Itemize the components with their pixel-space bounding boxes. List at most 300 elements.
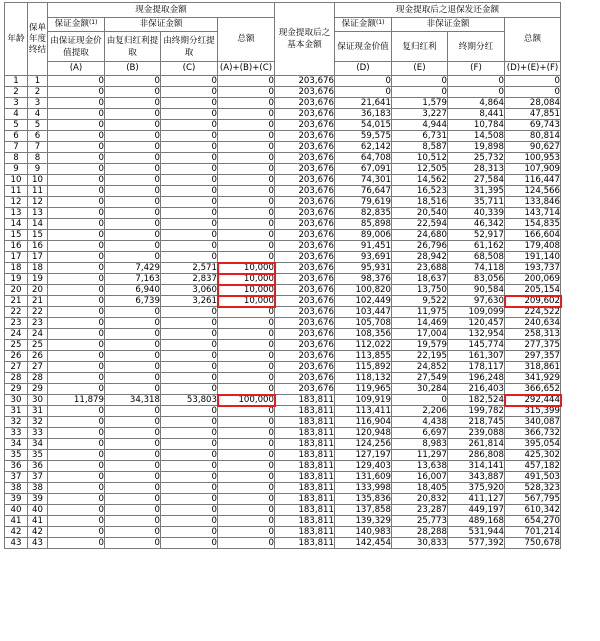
cell-guaranteed-cash-value: 21,641 [335, 98, 392, 109]
cell-policy-year: 3 [28, 98, 48, 109]
cell-reversionary-bonus-withdrawal: 0 [105, 109, 161, 120]
label-d: (D) [335, 62, 392, 76]
cell-total-withdrawal: 0 [218, 197, 275, 208]
cell-age: 40 [5, 505, 28, 516]
table-row [5, 450, 561, 461]
cell-basic-amount: 203,676 [275, 263, 335, 274]
cell-age: 16 [5, 241, 28, 252]
cell-policy-year: 23 [28, 318, 48, 329]
cell-total-surrender-value: 200,069 [505, 274, 561, 285]
label-f: (F) [448, 62, 505, 76]
cell-total-surrender-value: 205,154 [505, 285, 561, 296]
cell-reversionary-bonus-withdrawal: 0 [105, 131, 161, 142]
cell-total-withdrawal: 0 [218, 109, 275, 120]
cell-reversionary-bonus: 13,750 [392, 285, 448, 296]
cell-policy-year: 6 [28, 131, 48, 142]
cell-total-surrender-value: 366,652 [505, 384, 561, 395]
cell-terminal-dividend-withdrawal: 0 [161, 362, 218, 373]
cell-terminal-dividend-withdrawal: 3,261 [161, 296, 218, 307]
cell-policy-year: 12 [28, 197, 48, 208]
cell-reversionary-bonus-withdrawal: 0 [105, 98, 161, 109]
cell-total-surrender-value: 0 [505, 76, 561, 87]
cell-reversionary-bonus-withdrawal: 7,429 [105, 263, 161, 274]
cell-total-surrender-value: 528,323 [505, 483, 561, 494]
cell-total-withdrawal: 0 [218, 417, 275, 428]
cell-terminal-dividend-withdrawal: 0 [161, 483, 218, 494]
cell-basic-amount: 203,676 [275, 340, 335, 351]
cell-reversionary-bonus-withdrawal: 0 [105, 472, 161, 483]
cell-policy-year: 30 [28, 395, 48, 406]
footnote-marker: (1) [88, 19, 98, 27]
cell-terminal-dividend: 178,117 [448, 362, 505, 373]
table-row [5, 153, 561, 164]
table-row [5, 241, 561, 252]
cell-guaranteed-cash-value-withdrawal: 0 [48, 318, 105, 329]
cell-terminal-dividend-withdrawal: 0 [161, 417, 218, 428]
cell-guaranteed-cash-value-withdrawal: 0 [48, 505, 105, 516]
cell-age: 18 [5, 263, 28, 274]
cell-policy-year: 26 [28, 351, 48, 362]
cell-terminal-dividend-withdrawal: 0 [161, 164, 218, 175]
cell-terminal-dividend-withdrawal: 0 [161, 252, 218, 263]
cell-terminal-dividend: 375,920 [448, 483, 505, 494]
cell-policy-year: 25 [28, 340, 48, 351]
cell-terminal-dividend: 182,524 [448, 395, 505, 406]
cell-reversionary-bonus: 23,688 [392, 263, 448, 274]
cell-total-surrender-value: 425,302 [505, 450, 561, 461]
table-row [5, 307, 561, 318]
cell-guaranteed-cash-value: 89,006 [335, 230, 392, 241]
cell-total-surrender-value: 240,634 [505, 318, 561, 329]
cell-total-surrender-value: 90,627 [505, 142, 561, 153]
cell-policy-year: 8 [28, 153, 48, 164]
table-row [5, 98, 561, 109]
cell-policy-year: 38 [28, 483, 48, 494]
cell-total-withdrawal: 0 [218, 450, 275, 461]
cell-reversionary-bonus-withdrawal: 0 [105, 219, 161, 230]
table-row [5, 230, 561, 241]
cell-total-withdrawal: 10,000 [218, 274, 275, 285]
cell-reversionary-bonus: 27,549 [392, 373, 448, 384]
cell-policy-year: 16 [28, 241, 48, 252]
cell-basic-amount: 203,676 [275, 384, 335, 395]
cell-policy-year: 11 [28, 186, 48, 197]
cell-total-withdrawal: 0 [218, 538, 275, 549]
cell-reversionary-bonus-withdrawal: 0 [105, 428, 161, 439]
cell-terminal-dividend-withdrawal: 0 [161, 241, 218, 252]
table-row [5, 208, 561, 219]
cell-guaranteed-cash-value-withdrawal: 0 [48, 175, 105, 186]
cell-guaranteed-cash-value-withdrawal: 0 [48, 373, 105, 384]
cell-terminal-dividend: 40,339 [448, 208, 505, 219]
cell-guaranteed-cash-value: 116,904 [335, 417, 392, 428]
cell-total-withdrawal: 0 [218, 494, 275, 505]
cell-guaranteed-cash-value: 139,329 [335, 516, 392, 527]
cell-terminal-dividend-withdrawal: 0 [161, 373, 218, 384]
cell-policy-year: 9 [28, 164, 48, 175]
cell-guaranteed-cash-value-withdrawal: 0 [48, 120, 105, 131]
cell-reversionary-bonus: 19,579 [392, 340, 448, 351]
cell-terminal-dividend: 449,197 [448, 505, 505, 516]
cell-reversionary-bonus-withdrawal: 0 [105, 197, 161, 208]
cell-guaranteed-cash-value: 105,708 [335, 318, 392, 329]
cell-policy-year: 31 [28, 406, 48, 417]
cell-terminal-dividend-withdrawal: 0 [161, 516, 218, 527]
table-row [5, 329, 561, 340]
table-row [5, 538, 561, 549]
cell-total-surrender-value: 610,342 [505, 505, 561, 516]
cell-policy-year: 13 [28, 208, 48, 219]
cell-basic-amount: 183,811 [275, 505, 335, 516]
cell-reversionary-bonus-withdrawal: 0 [105, 186, 161, 197]
cell-age: 27 [5, 362, 28, 373]
table-row [5, 417, 561, 428]
cell-basic-amount: 203,676 [275, 208, 335, 219]
cell-age: 10 [5, 175, 28, 186]
table-row [5, 362, 561, 373]
cell-reversionary-bonus-withdrawal: 0 [105, 384, 161, 395]
cell-age: 37 [5, 472, 28, 483]
cell-total-surrender-value: 750,678 [505, 538, 561, 549]
cell-total-surrender-value: 224,522 [505, 307, 561, 318]
cell-terminal-dividend-withdrawal: 0 [161, 351, 218, 362]
header-after-withdrawal-basic: 现金提取后之基本金额 [275, 3, 335, 76]
cell-terminal-dividend: 343,887 [448, 472, 505, 483]
table-row [5, 351, 561, 362]
cell-basic-amount: 203,676 [275, 109, 335, 120]
cell-terminal-dividend: 120,457 [448, 318, 505, 329]
cell-terminal-dividend: 531,944 [448, 527, 505, 538]
cell-age: 21 [5, 296, 28, 307]
cell-reversionary-bonus-withdrawal: 0 [105, 87, 161, 98]
cell-reversionary-bonus: 9,522 [392, 296, 448, 307]
cell-guaranteed-cash-value-withdrawal: 0 [48, 98, 105, 109]
cell-total-withdrawal: 0 [218, 120, 275, 131]
header-col-c: 由终期分红提取 [161, 32, 218, 62]
table-row [5, 197, 561, 208]
cell-guaranteed-cash-value: 36,183 [335, 109, 392, 120]
cell-age: 26 [5, 351, 28, 362]
cell-age: 34 [5, 439, 28, 450]
cell-terminal-dividend-withdrawal: 0 [161, 186, 218, 197]
cell-guaranteed-cash-value-withdrawal: 0 [48, 164, 105, 175]
cell-policy-year: 18 [28, 263, 48, 274]
cell-reversionary-bonus: 22,594 [392, 219, 448, 230]
cell-policy-year: 29 [28, 384, 48, 395]
cell-total-withdrawal: 0 [218, 461, 275, 472]
cell-basic-amount: 203,676 [275, 252, 335, 263]
cell-terminal-dividend: 218,745 [448, 417, 505, 428]
cell-reversionary-bonus: 30,833 [392, 538, 448, 549]
cell-age: 23 [5, 318, 28, 329]
cell-guaranteed-cash-value-withdrawal: 0 [48, 362, 105, 373]
cell-reversionary-bonus-withdrawal: 0 [105, 252, 161, 263]
cell-total-withdrawal: 0 [218, 505, 275, 516]
cell-reversionary-bonus: 18,405 [392, 483, 448, 494]
cell-guaranteed-cash-value: 98,376 [335, 274, 392, 285]
cell-total-withdrawal: 10,000 [218, 285, 275, 296]
footnote-marker-2: (1) [375, 19, 385, 27]
cell-basic-amount: 203,676 [275, 351, 335, 362]
table-row [5, 175, 561, 186]
table-row [5, 461, 561, 472]
header-total-surrender: 总额 [505, 18, 561, 62]
cell-total-withdrawal: 0 [218, 439, 275, 450]
cell-terminal-dividend: 145,774 [448, 340, 505, 351]
header-col-f: 终期分红 [448, 32, 505, 62]
table-row [5, 219, 561, 230]
cell-terminal-dividend: 97,630 [448, 296, 505, 307]
header-total-withdrawal: 总额 [218, 18, 275, 62]
cell-reversionary-bonus: 24,680 [392, 230, 448, 241]
cell-total-withdrawal: 0 [218, 406, 275, 417]
header-non-guaranteed-amount-2: 非保证金额 [392, 18, 505, 32]
cell-terminal-dividend: 0 [448, 87, 505, 98]
header-col-d: 保证现金价值 [335, 32, 392, 62]
cell-terminal-dividend: 8,441 [448, 109, 505, 120]
table-row [5, 439, 561, 450]
cell-guaranteed-cash-value-withdrawal: 0 [48, 439, 105, 450]
cell-basic-amount: 183,811 [275, 516, 335, 527]
cell-guaranteed-cash-value-withdrawal: 0 [48, 527, 105, 538]
cell-reversionary-bonus: 6,697 [392, 428, 448, 439]
cell-guaranteed-cash-value-withdrawal: 0 [48, 263, 105, 274]
cell-guaranteed-cash-value-withdrawal: 0 [48, 208, 105, 219]
cell-basic-amount: 183,811 [275, 472, 335, 483]
cell-basic-amount: 203,676 [275, 296, 335, 307]
cell-terminal-dividend-withdrawal: 0 [161, 131, 218, 142]
cell-terminal-dividend-withdrawal: 2,837 [161, 274, 218, 285]
cell-terminal-dividend: 28,313 [448, 164, 505, 175]
cell-total-surrender-value: 258,313 [505, 329, 561, 340]
cell-basic-amount: 203,676 [275, 87, 335, 98]
cell-policy-year: 4 [28, 109, 48, 120]
cell-terminal-dividend-withdrawal: 0 [161, 527, 218, 538]
cell-policy-year: 28 [28, 373, 48, 384]
cell-age: 28 [5, 373, 28, 384]
cell-total-surrender-value: 133,846 [505, 197, 561, 208]
table-row [5, 516, 561, 527]
cell-age: 33 [5, 428, 28, 439]
table-row [5, 472, 561, 483]
cell-policy-year: 36 [28, 461, 48, 472]
cell-policy-year: 15 [28, 230, 48, 241]
cell-terminal-dividend-withdrawal: 0 [161, 109, 218, 120]
cell-reversionary-bonus: 6,731 [392, 131, 448, 142]
table-row [5, 186, 561, 197]
cell-total-withdrawal: 100,000 [218, 395, 275, 406]
cell-total-withdrawal: 0 [218, 230, 275, 241]
cell-terminal-dividend-withdrawal: 2,571 [161, 263, 218, 274]
cell-terminal-dividend: 19,898 [448, 142, 505, 153]
cell-terminal-dividend-withdrawal: 0 [161, 538, 218, 549]
cell-total-surrender-value: 47,851 [505, 109, 561, 120]
cell-reversionary-bonus: 4,944 [392, 120, 448, 131]
cell-terminal-dividend: 314,141 [448, 461, 505, 472]
cell-total-surrender-value: 100,953 [505, 153, 561, 164]
cell-reversionary-bonus-withdrawal: 0 [105, 340, 161, 351]
header-cash-withdrawal: 现金提取金额 [48, 3, 275, 18]
cell-policy-year: 19 [28, 274, 48, 285]
cell-total-surrender-value: 701,214 [505, 527, 561, 538]
table-row [5, 384, 561, 395]
cell-terminal-dividend-withdrawal: 0 [161, 208, 218, 219]
cell-terminal-dividend: 199,782 [448, 406, 505, 417]
cell-guaranteed-cash-value: 108,356 [335, 329, 392, 340]
cell-basic-amount: 203,676 [275, 175, 335, 186]
header-col-e: 复归红利 [392, 32, 448, 62]
cell-terminal-dividend-withdrawal: 0 [161, 505, 218, 516]
cell-total-surrender-value: 166,604 [505, 230, 561, 241]
cell-terminal-dividend: 35,711 [448, 197, 505, 208]
header-non-guaranteed-amount: 非保证金额 [105, 18, 218, 32]
cell-age: 2 [5, 87, 28, 98]
cell-guaranteed-cash-value-withdrawal: 0 [48, 87, 105, 98]
cell-total-surrender-value: 491,503 [505, 472, 561, 483]
cell-total-withdrawal: 0 [218, 241, 275, 252]
cell-guaranteed-cash-value: 113,411 [335, 406, 392, 417]
cell-guaranteed-cash-value: 127,197 [335, 450, 392, 461]
cell-total-surrender-value: 567,795 [505, 494, 561, 505]
cell-guaranteed-cash-value: 54,015 [335, 120, 392, 131]
table-row [5, 76, 561, 87]
cell-total-withdrawal: 0 [218, 384, 275, 395]
cell-basic-amount: 203,676 [275, 197, 335, 208]
cell-reversionary-bonus: 18,637 [392, 274, 448, 285]
cell-reversionary-bonus-withdrawal: 0 [105, 527, 161, 538]
cell-age: 22 [5, 307, 28, 318]
table-row [5, 483, 561, 494]
cell-guaranteed-cash-value: 82,835 [335, 208, 392, 219]
cell-policy-year: 42 [28, 527, 48, 538]
cell-terminal-dividend: 239,088 [448, 428, 505, 439]
cell-terminal-dividend-withdrawal: 0 [161, 472, 218, 483]
table-row [5, 296, 561, 307]
cell-basic-amount: 183,811 [275, 428, 335, 439]
table-row [5, 274, 561, 285]
cell-reversionary-bonus-withdrawal: 0 [105, 175, 161, 186]
cell-terminal-dividend-withdrawal: 0 [161, 428, 218, 439]
cell-reversionary-bonus: 0 [392, 395, 448, 406]
cell-policy-year: 20 [28, 285, 48, 296]
cell-age: 13 [5, 208, 28, 219]
cell-guaranteed-cash-value: 0 [335, 76, 392, 87]
cell-guaranteed-cash-value-withdrawal: 0 [48, 197, 105, 208]
cell-guaranteed-cash-value: 135,836 [335, 494, 392, 505]
cell-guaranteed-cash-value-withdrawal: 0 [48, 483, 105, 494]
cell-reversionary-bonus-withdrawal: 6,739 [105, 296, 161, 307]
cell-age: 12 [5, 197, 28, 208]
table-row [5, 263, 561, 274]
cell-reversionary-bonus: 30,284 [392, 384, 448, 395]
cell-total-withdrawal: 0 [218, 131, 275, 142]
cell-guaranteed-cash-value: 102,449 [335, 296, 392, 307]
cell-basic-amount: 183,811 [275, 527, 335, 538]
cell-policy-year: 14 [28, 219, 48, 230]
cell-reversionary-bonus: 3,227 [392, 109, 448, 120]
cell-terminal-dividend: 61,162 [448, 241, 505, 252]
cell-total-surrender-value: 209,602 [505, 296, 561, 307]
cell-guaranteed-cash-value-withdrawal: 0 [48, 285, 105, 296]
table-row [5, 527, 561, 538]
cell-policy-year: 34 [28, 439, 48, 450]
label-def: (D)+(E)+(F) [505, 62, 561, 76]
cell-total-surrender-value: 341,929 [505, 373, 561, 384]
cell-terminal-dividend-withdrawal: 0 [161, 318, 218, 329]
cell-guaranteed-cash-value: 64,708 [335, 153, 392, 164]
cell-total-surrender-value: 107,909 [505, 164, 561, 175]
cell-reversionary-bonus-withdrawal: 0 [105, 120, 161, 131]
cell-basic-amount: 203,676 [275, 241, 335, 252]
cell-terminal-dividend: 489,168 [448, 516, 505, 527]
cell-reversionary-bonus: 0 [392, 76, 448, 87]
cell-terminal-dividend-withdrawal: 0 [161, 450, 218, 461]
cell-total-withdrawal: 0 [218, 307, 275, 318]
cell-age: 39 [5, 494, 28, 505]
table-row [5, 428, 561, 439]
cell-terminal-dividend-withdrawal: 0 [161, 307, 218, 318]
cell-total-surrender-value: 143,714 [505, 208, 561, 219]
cell-reversionary-bonus: 0 [392, 87, 448, 98]
cell-guaranteed-cash-value-withdrawal: 11,879 [48, 395, 105, 406]
cell-reversionary-bonus: 2,206 [392, 406, 448, 417]
cell-reversionary-bonus: 1,579 [392, 98, 448, 109]
cell-terminal-dividend: 52,917 [448, 230, 505, 241]
cell-total-withdrawal: 0 [218, 351, 275, 362]
cell-reversionary-bonus: 13,638 [392, 461, 448, 472]
cell-policy-year: 24 [28, 329, 48, 340]
cell-total-surrender-value: 654,270 [505, 516, 561, 527]
cell-age: 25 [5, 340, 28, 351]
cell-total-surrender-value: 277,375 [505, 340, 561, 351]
cell-basic-amount: 203,676 [275, 186, 335, 197]
cash-withdrawal-table [4, 2, 561, 549]
table-body [5, 76, 561, 549]
cell-terminal-dividend-withdrawal: 0 [161, 87, 218, 98]
cell-reversionary-bonus-withdrawal: 0 [105, 164, 161, 175]
cell-terminal-dividend-withdrawal: 0 [161, 219, 218, 230]
cell-reversionary-bonus: 10,512 [392, 153, 448, 164]
label-b: (B) [105, 62, 161, 76]
cell-guaranteed-cash-value-withdrawal: 0 [48, 340, 105, 351]
cell-policy-year: 32 [28, 417, 48, 428]
cell-guaranteed-cash-value: 93,691 [335, 252, 392, 263]
table-header [5, 3, 561, 76]
cell-terminal-dividend: 4,864 [448, 98, 505, 109]
cell-reversionary-bonus: 16,007 [392, 472, 448, 483]
cell-total-withdrawal: 0 [218, 329, 275, 340]
cell-basic-amount: 183,811 [275, 439, 335, 450]
cell-guaranteed-cash-value: 140,983 [335, 527, 392, 538]
cell-reversionary-bonus: 17,004 [392, 329, 448, 340]
cell-policy-year: 27 [28, 362, 48, 373]
cell-reversionary-bonus-withdrawal: 0 [105, 417, 161, 428]
cell-total-surrender-value: 124,566 [505, 186, 561, 197]
cell-guaranteed-cash-value-withdrawal: 0 [48, 296, 105, 307]
cell-age: 5 [5, 120, 28, 131]
cell-terminal-dividend-withdrawal: 0 [161, 230, 218, 241]
cell-basic-amount: 183,811 [275, 417, 335, 428]
cell-guaranteed-cash-value: 142,454 [335, 538, 392, 549]
cell-reversionary-bonus-withdrawal: 0 [105, 230, 161, 241]
cell-total-surrender-value: 116,447 [505, 175, 561, 186]
cell-terminal-dividend: 109,099 [448, 307, 505, 318]
cell-age: 19 [5, 274, 28, 285]
cell-age: 3 [5, 98, 28, 109]
cell-basic-amount: 203,676 [275, 373, 335, 384]
table-row [5, 494, 561, 505]
cell-guaranteed-cash-value: 74,301 [335, 175, 392, 186]
